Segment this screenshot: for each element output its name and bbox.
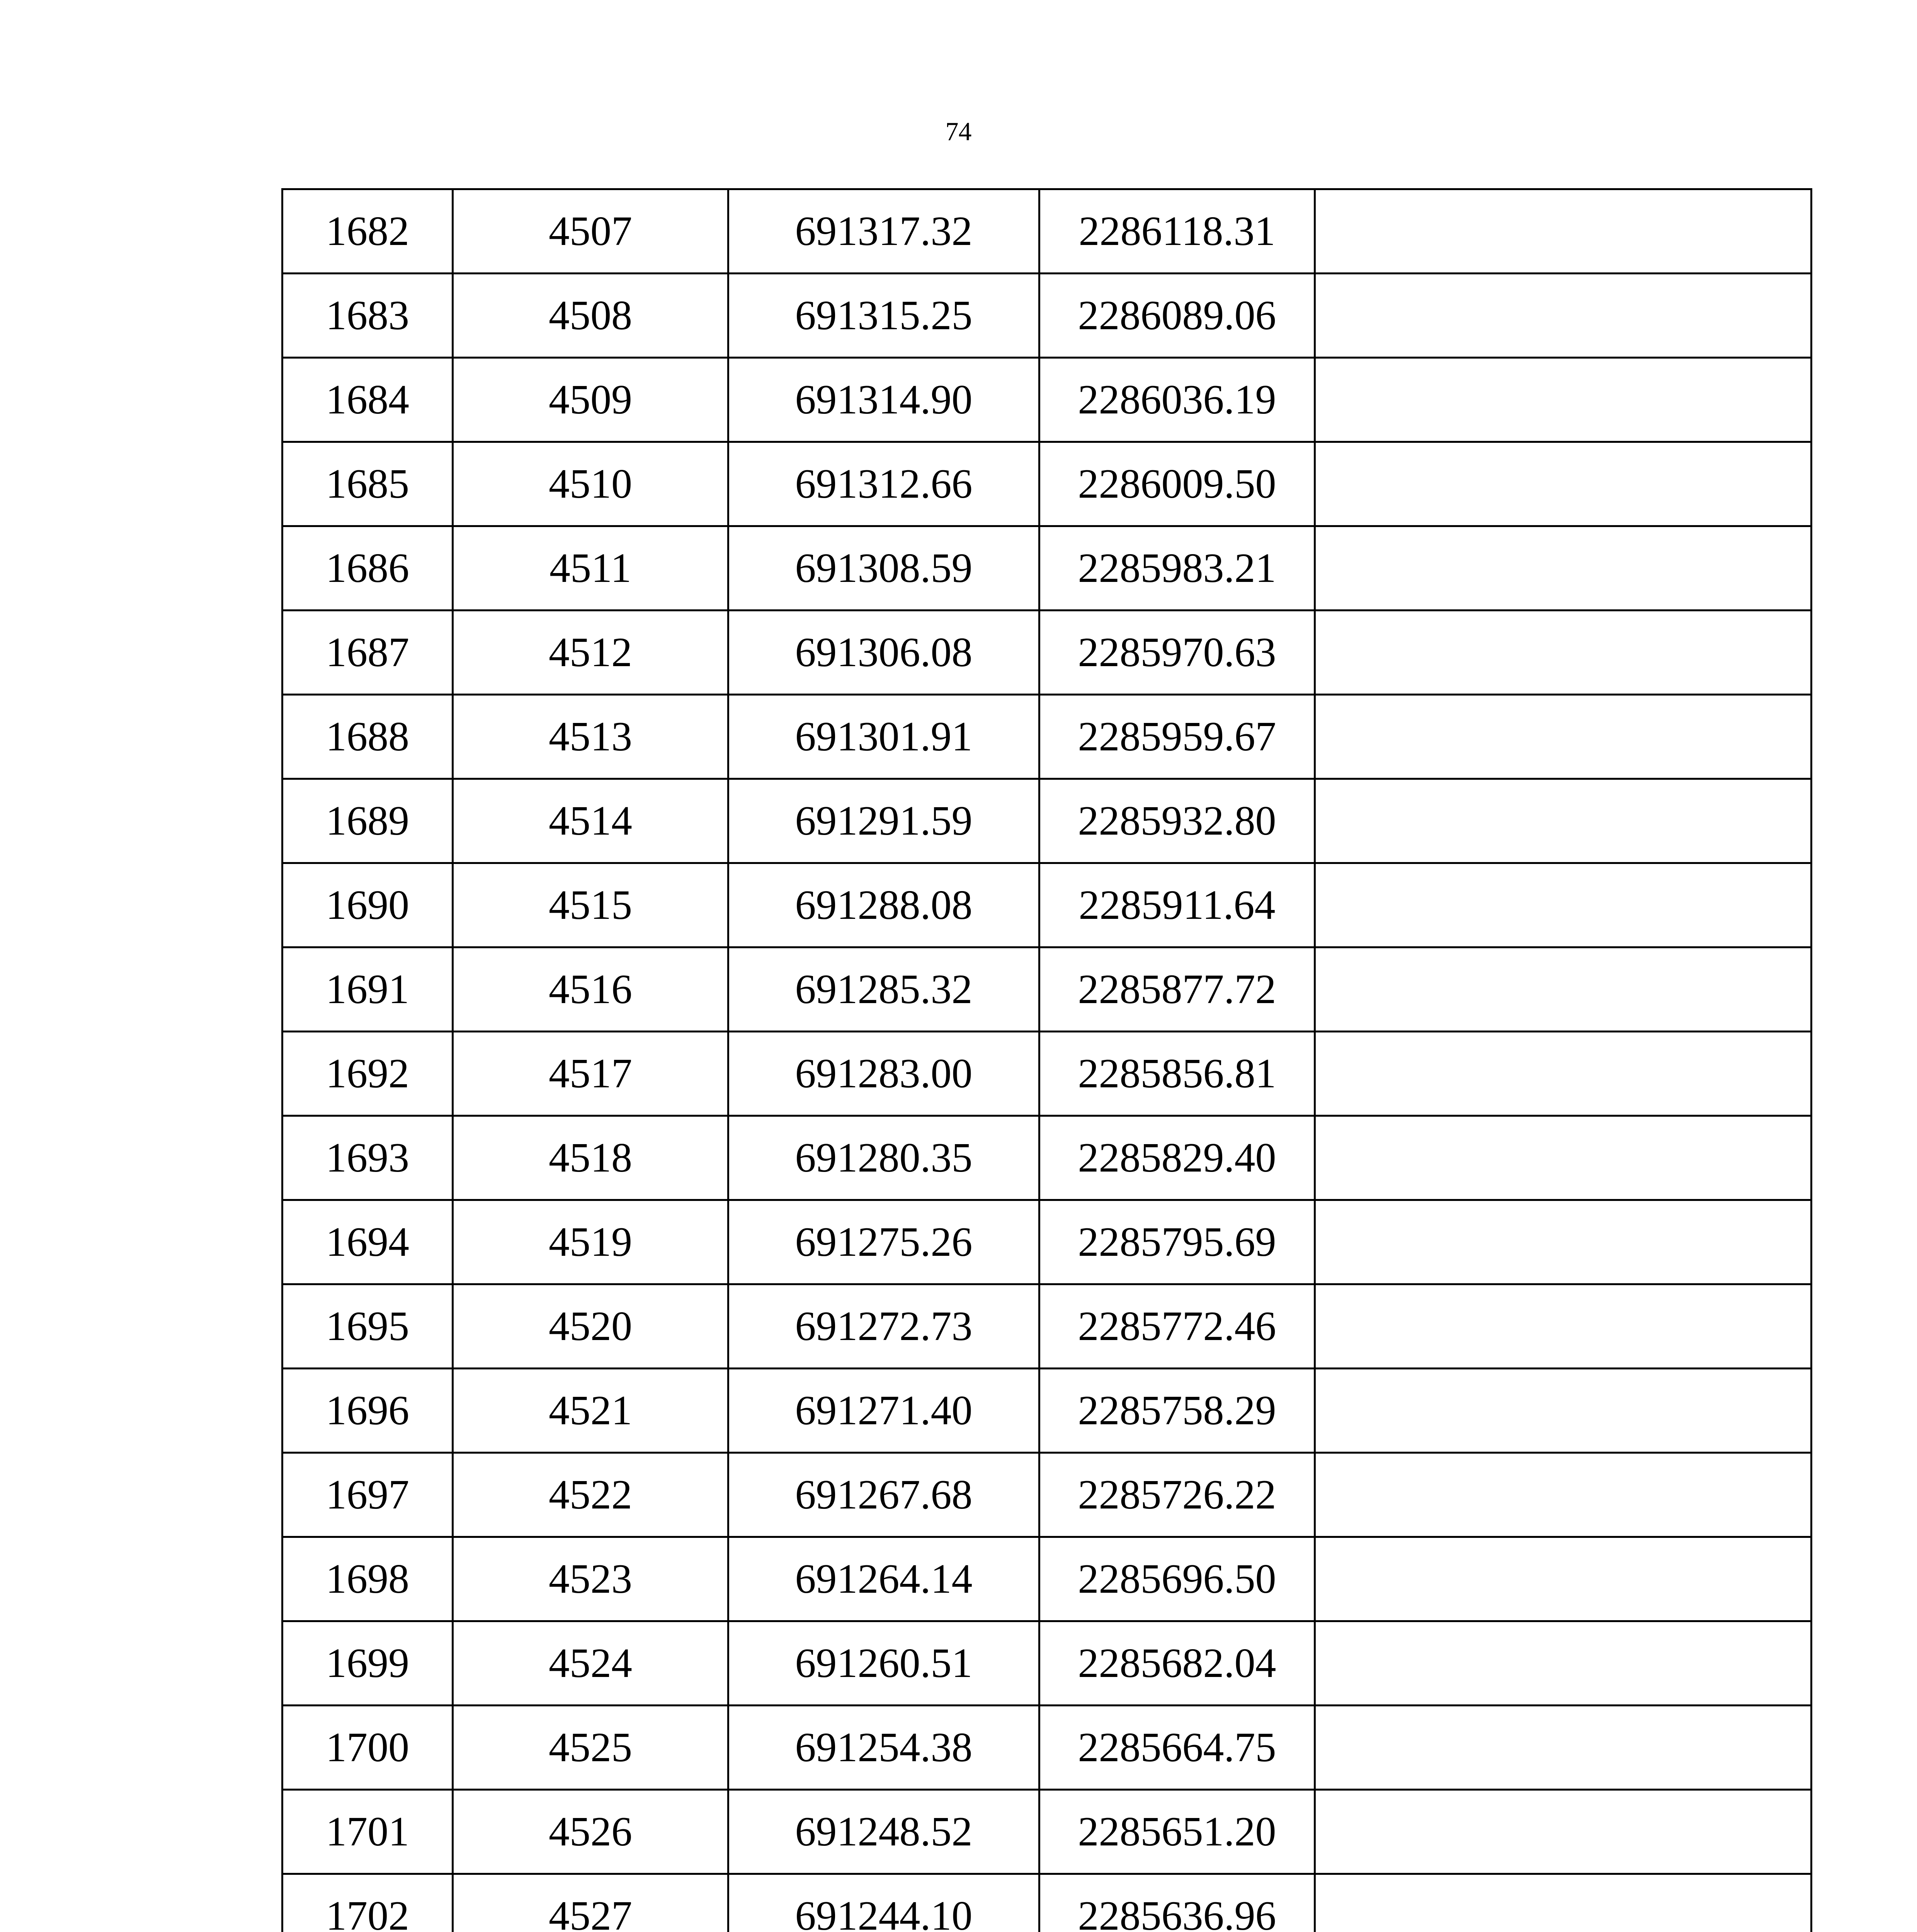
row-index-cell: 1693 bbox=[282, 1116, 453, 1200]
x-coordinate-cell: 691248.52 bbox=[728, 1790, 1039, 1874]
row-index-cell: 1685 bbox=[282, 442, 453, 526]
note-cell bbox=[1315, 611, 1812, 695]
point-id-cell: 4520 bbox=[453, 1284, 728, 1369]
x-coordinate-cell: 691267.68 bbox=[728, 1453, 1039, 1537]
row-index-cell: 1699 bbox=[282, 1621, 453, 1706]
point-id-cell: 4525 bbox=[453, 1706, 728, 1790]
x-coordinate-cell: 691312.66 bbox=[728, 442, 1039, 526]
y-coordinate-cell: 2285682.04 bbox=[1039, 1621, 1315, 1706]
point-id-cell: 4514 bbox=[453, 779, 728, 863]
note-cell bbox=[1315, 1116, 1812, 1200]
x-coordinate-cell: 691317.32 bbox=[728, 189, 1039, 274]
note-cell bbox=[1315, 947, 1812, 1032]
note-cell bbox=[1315, 358, 1812, 442]
x-coordinate-cell: 691244.10 bbox=[728, 1874, 1039, 1932]
y-coordinate-cell: 2285877.72 bbox=[1039, 947, 1315, 1032]
x-coordinate-cell: 691254.38 bbox=[728, 1706, 1039, 1790]
table-row bbox=[282, 1032, 1812, 1116]
point-id-cell: 4526 bbox=[453, 1790, 728, 1874]
x-coordinate-cell: 691283.00 bbox=[728, 1032, 1039, 1116]
coordinate-table bbox=[281, 188, 1812, 1932]
y-coordinate-cell: 2286089.06 bbox=[1039, 274, 1315, 358]
point-id-cell: 4511 bbox=[453, 526, 728, 611]
row-index-cell: 1698 bbox=[282, 1537, 453, 1621]
point-id-cell: 4521 bbox=[453, 1369, 728, 1453]
table-row bbox=[282, 1790, 1812, 1874]
point-id-cell: 4507 bbox=[453, 189, 728, 274]
table-row bbox=[282, 189, 1812, 274]
row-index-cell: 1690 bbox=[282, 863, 453, 947]
note-cell bbox=[1315, 1790, 1812, 1874]
row-index-cell: 1702 bbox=[282, 1874, 453, 1932]
point-id-cell: 4516 bbox=[453, 947, 728, 1032]
table-body bbox=[282, 189, 1812, 1932]
table-row bbox=[282, 442, 1812, 526]
table-row bbox=[282, 1621, 1812, 1706]
table-row bbox=[282, 274, 1812, 358]
y-coordinate-cell: 2285959.67 bbox=[1039, 695, 1315, 779]
y-coordinate-cell: 2285758.29 bbox=[1039, 1369, 1315, 1453]
y-coordinate-cell: 2285983.21 bbox=[1039, 526, 1315, 611]
row-index-cell: 1688 bbox=[282, 695, 453, 779]
y-coordinate-cell: 2285829.40 bbox=[1039, 1116, 1315, 1200]
point-id-cell: 4518 bbox=[453, 1116, 728, 1200]
row-index-cell: 1686 bbox=[282, 526, 453, 611]
y-coordinate-cell: 2285651.20 bbox=[1039, 1790, 1315, 1874]
point-id-cell: 4517 bbox=[453, 1032, 728, 1116]
point-id-cell: 4524 bbox=[453, 1621, 728, 1706]
point-id-cell: 4523 bbox=[453, 1537, 728, 1621]
x-coordinate-cell: 691306.08 bbox=[728, 611, 1039, 695]
table-row bbox=[282, 526, 1812, 611]
table-row bbox=[282, 358, 1812, 442]
row-index-cell: 1687 bbox=[282, 611, 453, 695]
table-row bbox=[282, 1369, 1812, 1453]
table-row bbox=[282, 863, 1812, 947]
table-row bbox=[282, 1200, 1812, 1284]
row-index-cell: 1700 bbox=[282, 1706, 453, 1790]
x-coordinate-cell: 691291.59 bbox=[728, 779, 1039, 863]
y-coordinate-cell: 2285856.81 bbox=[1039, 1032, 1315, 1116]
table-row bbox=[282, 1284, 1812, 1369]
row-index-cell: 1684 bbox=[282, 358, 453, 442]
x-coordinate-cell: 691288.08 bbox=[728, 863, 1039, 947]
y-coordinate-cell: 2285772.46 bbox=[1039, 1284, 1315, 1369]
row-index-cell: 1701 bbox=[282, 1790, 453, 1874]
y-coordinate-cell: 2285911.64 bbox=[1039, 863, 1315, 947]
note-cell bbox=[1315, 1874, 1812, 1932]
x-coordinate-cell: 691301.91 bbox=[728, 695, 1039, 779]
y-coordinate-cell: 2285696.50 bbox=[1039, 1537, 1315, 1621]
note-cell bbox=[1315, 695, 1812, 779]
note-cell bbox=[1315, 526, 1812, 611]
note-cell bbox=[1315, 1453, 1812, 1537]
y-coordinate-cell: 2286118.31 bbox=[1039, 189, 1315, 274]
point-id-cell: 4512 bbox=[453, 611, 728, 695]
point-id-cell: 4508 bbox=[453, 274, 728, 358]
table-row bbox=[282, 1116, 1812, 1200]
table-row bbox=[282, 611, 1812, 695]
row-index-cell: 1683 bbox=[282, 274, 453, 358]
note-cell bbox=[1315, 1621, 1812, 1706]
point-id-cell: 4522 bbox=[453, 1453, 728, 1537]
y-coordinate-cell: 2286036.19 bbox=[1039, 358, 1315, 442]
y-coordinate-cell: 2285636.96 bbox=[1039, 1874, 1315, 1932]
x-coordinate-cell: 691308.59 bbox=[728, 526, 1039, 611]
note-cell bbox=[1315, 189, 1812, 274]
note-cell bbox=[1315, 1537, 1812, 1621]
x-coordinate-cell: 691272.73 bbox=[728, 1284, 1039, 1369]
y-coordinate-cell: 2286009.50 bbox=[1039, 442, 1315, 526]
table-row bbox=[282, 695, 1812, 779]
note-cell bbox=[1315, 1369, 1812, 1453]
note-cell bbox=[1315, 1200, 1812, 1284]
table-row bbox=[282, 1874, 1812, 1932]
note-cell bbox=[1315, 1706, 1812, 1790]
row-index-cell: 1697 bbox=[282, 1453, 453, 1537]
note-cell bbox=[1315, 1032, 1812, 1116]
table-row bbox=[282, 1537, 1812, 1621]
table-row bbox=[282, 947, 1812, 1032]
x-coordinate-cell: 691315.25 bbox=[728, 274, 1039, 358]
x-coordinate-cell: 691275.26 bbox=[728, 1200, 1039, 1284]
y-coordinate-cell: 2285664.75 bbox=[1039, 1706, 1315, 1790]
point-id-cell: 4513 bbox=[453, 695, 728, 779]
row-index-cell: 1682 bbox=[282, 189, 453, 274]
note-cell bbox=[1315, 442, 1812, 526]
x-coordinate-cell: 691280.35 bbox=[728, 1116, 1039, 1200]
point-id-cell: 4509 bbox=[453, 358, 728, 442]
row-index-cell: 1689 bbox=[282, 779, 453, 863]
x-coordinate-cell: 691271.40 bbox=[728, 1369, 1039, 1453]
note-cell bbox=[1315, 779, 1812, 863]
x-coordinate-cell: 691264.14 bbox=[728, 1537, 1039, 1621]
note-cell bbox=[1315, 1284, 1812, 1369]
row-index-cell: 1691 bbox=[282, 947, 453, 1032]
row-index-cell: 1696 bbox=[282, 1369, 453, 1453]
x-coordinate-cell: 691260.51 bbox=[728, 1621, 1039, 1706]
table-row bbox=[282, 1453, 1812, 1537]
x-coordinate-cell: 691285.32 bbox=[728, 947, 1039, 1032]
point-id-cell: 4519 bbox=[453, 1200, 728, 1284]
note-cell bbox=[1315, 863, 1812, 947]
point-id-cell: 4527 bbox=[453, 1874, 728, 1932]
x-coordinate-cell: 691314.90 bbox=[728, 358, 1039, 442]
y-coordinate-cell: 2285932.80 bbox=[1039, 779, 1315, 863]
point-id-cell: 4515 bbox=[453, 863, 728, 947]
row-index-cell: 1694 bbox=[282, 1200, 453, 1284]
point-id-cell: 4510 bbox=[453, 442, 728, 526]
page-number: 74 bbox=[945, 117, 972, 146]
y-coordinate-cell: 2285726.22 bbox=[1039, 1453, 1315, 1537]
table-row bbox=[282, 779, 1812, 863]
y-coordinate-cell: 2285795.69 bbox=[1039, 1200, 1315, 1284]
row-index-cell: 1692 bbox=[282, 1032, 453, 1116]
row-index-cell: 1695 bbox=[282, 1284, 453, 1369]
table-row bbox=[282, 1706, 1812, 1790]
y-coordinate-cell: 2285970.63 bbox=[1039, 611, 1315, 695]
note-cell bbox=[1315, 274, 1812, 358]
